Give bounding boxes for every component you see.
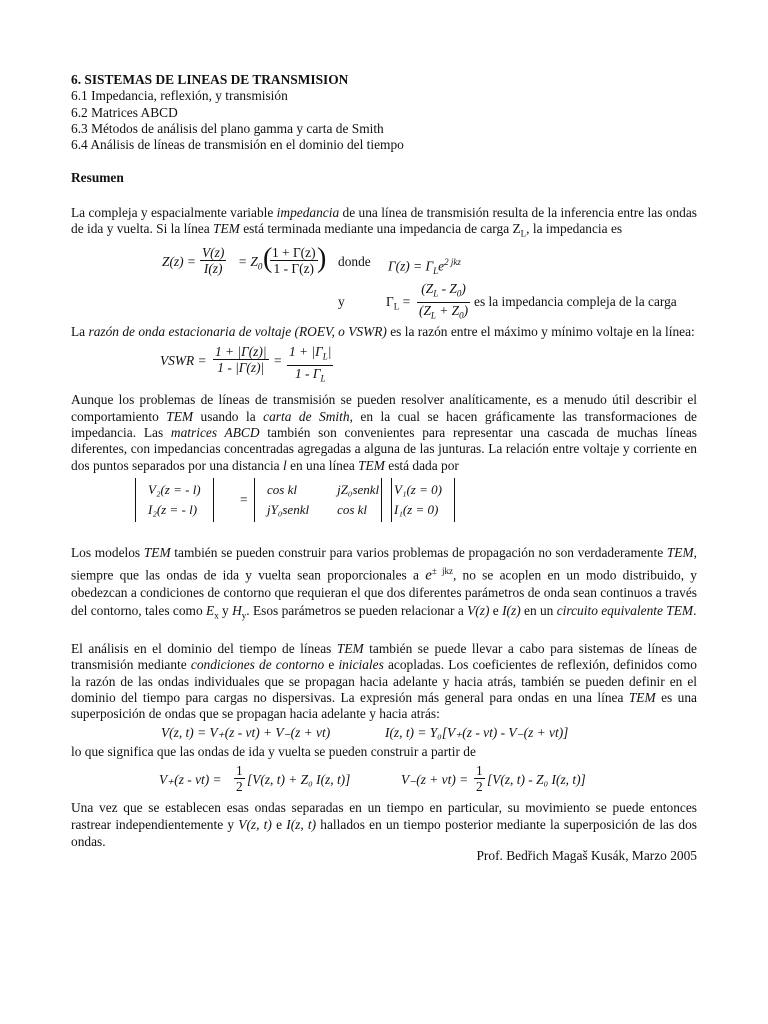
wave-superposition-equation: V(z, t) = V₊(z - vt) + V₋(z + vt) I(z, t) = Y₀[V₊(z - vt) - V₋(z + vt)]: [161, 725, 569, 741]
forward-backward-wave-equation: V₊(z - vt) = $\frac{1}{2}$ [V(z, t) + Z₀ I(z, t)] V₋(z + vt) = $\frac{1}{2}$ [V(z, t) - Z₀ I(z, t)]: [159, 762, 586, 794]
load-impedance-note: es la impedancia compleja de la carga: [474, 294, 677, 310]
author-signature: Prof. Bedřich Magaš Kusák, Marzo 2005: [476, 847, 697, 863]
document-page: [71, 72, 697, 864]
toc-item-1: 6.1 Impedancia, reflexión, y transmisión: [71, 88, 288, 104]
paragraph-time-domain: El análisis en el dominio del tiempo de líneas TEM también se puede llevar a cabo para sistemas de líneas de transmisión mediante condiciones de contorno e iniciales acopladas. Los coeficientes de reflexión, definidos como la razón de las ondas individuales que se propagan hacia adelante y hacia atrás, también se pueden definir en el dominio del tiempo para cargas no dispersivas. La expresión más general para ondas en una línea TEM es una superposición de ondas que se propagan hacia adelante y hacia atrás:: [71, 640, 698, 722]
toc-item-4: 6.4 Análisis de líneas de transmisión en el dominio del tiempo: [71, 137, 404, 153]
paragraph-superposition: Una vez que se establecen esas ondas separadas en un tiempo en particular, su movimiento se puede entonces rastrear independientemente y V(z, t) e I(z, t) hallados en un tiempo posterior mediante la superposición de las dos ondas.: [71, 799, 698, 849]
paragraph-smith-abcd: Aunque los problemas de líneas de transmisión se pueden resolver analíticamente, es a menudo útil describir el comportamiento TEM usando la carta de Smith, en la cual se hacen gráficamente las transformaciones de impedancia. Las matrices ABCD también son convenientes para representar una cascada de muchas líneas diferentes, con impedancias concentradas agregadas a alguna de las junturas. La relación entre voltaje y corriente en dos puntos separados por una distancia l en una línea TEM está dada por: [71, 392, 697, 473]
paragraph-construct: lo que significa que las ondas de ida y vuelta se pueden construir a partir de: [71, 744, 476, 760]
paragraph-impedance: La compleja y espacialmente variable impedancia de una línea de transmisión resulta de la inferencia entre las ondas de ida y vuelta. Si la línea TEM está terminada mediante una impedancia de carga $Z_L$, la impedancia es: [71, 204, 698, 239]
paragraph-vswr: La razón de onda estacionaria de voltaje (ROEV, o VSWR) es la razón entre el máximo y mínimo voltaje en la línea:: [71, 324, 695, 340]
toc-item-3: 6.3 Métodos de análisis del plano gamma y carta de Smith: [71, 120, 384, 136]
section-heading: 6. SISTEMAS DE LINEAS DE TRANSMISION: [71, 72, 349, 87]
abcd-matrix-equation: V₂(z = - l) I₂(z = - l) = cos kl jZ₀senkl jY₀senkl cos kl V₁(z = 0) I₁(z = 0): [71, 476, 697, 528]
reflection-equation: y $\Gamma_L$ = $\frac{(Z_L - Z_0)}{(Z_L + Z_0)}$ es la impedancia compleja de la carga: [338, 281, 677, 321]
vswr-equation: VSWR = $\frac{1 + |\Gamma(z)|}{1 - |\Gamma(z)|}$ = $\frac{1 + |\Gamma_L|}{1 - \Gamma_L}$: [160, 344, 332, 384]
impedance-equation: Z(z) = $\frac{V(z)}{I(z)}$ = $Z_0$ ( $\frac{1 + \Gamma(z)}{1 - \Gamma(z)}$ ) donde $\Gamma(z) = \Gamma_Le^{2 jkz}$: [162, 243, 461, 277]
toc-item-2: 6.2 Matrices ABCD: [71, 104, 178, 120]
paragraph-tem-models: Los modelos TEM también se pueden construir para varios problemas de propagación no son verdaderamente TEM, siempre que las ondas de ida y vuelta sean proporcionales a $e^{\pm jkz}$, no se acoplen en un modo distribuido, y obedezcan a condiciones de contorno que requieran el que dos diferentes parámetros de onda sean continuos a través del contorno, tales como $E_x$ y $H_y$. Esos parámetros se pueden relacionar a V(z) e I(z) en un circuito equivalente TEM.: [71, 544, 697, 621]
summary-title: Resumen: [71, 170, 124, 186]
